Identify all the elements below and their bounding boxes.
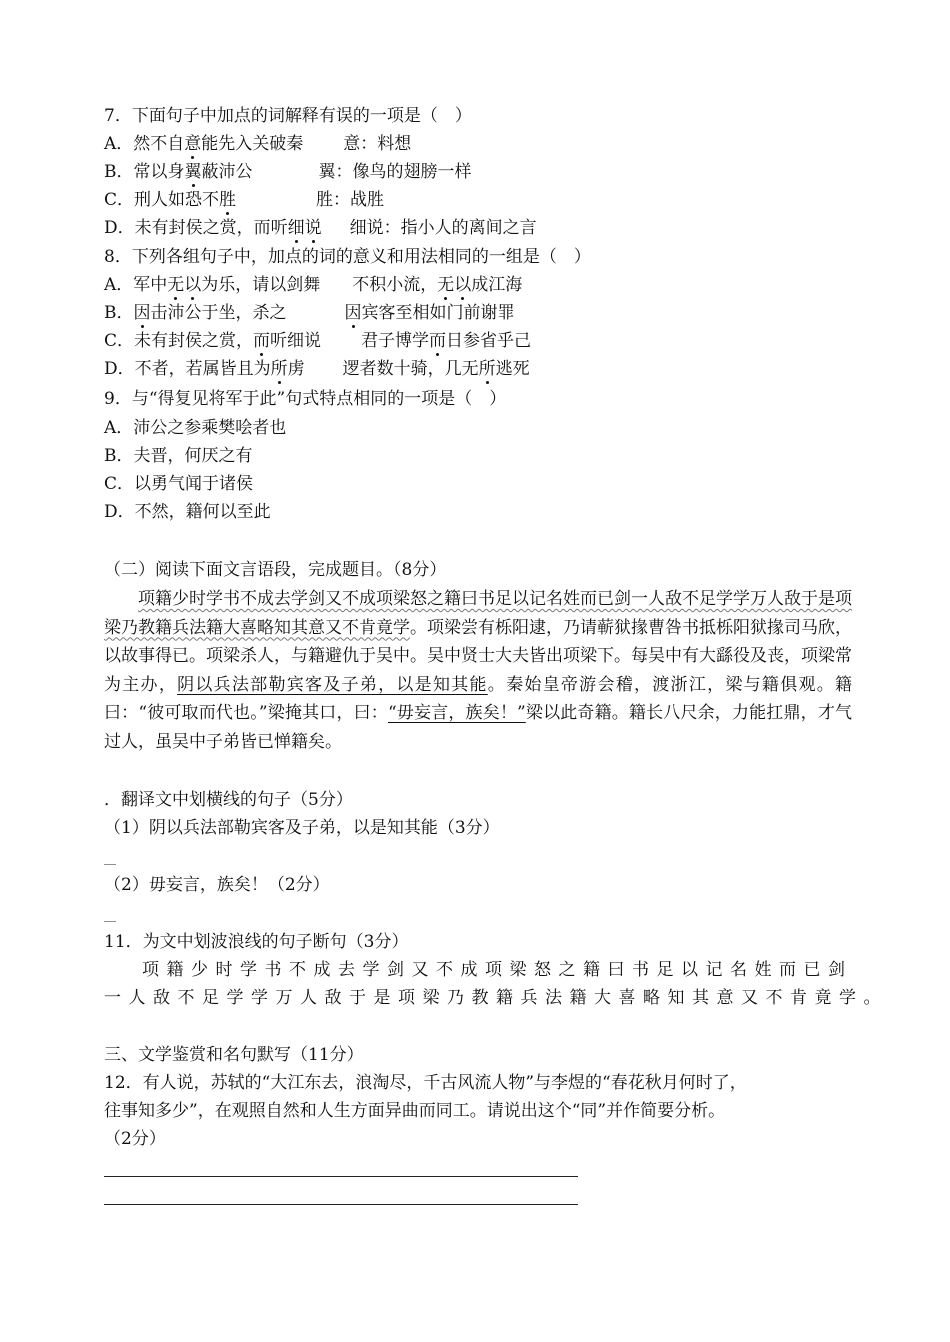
answer-line-2[interactable]	[104, 1204, 578, 1205]
q7-option-c: C．刑人如恐不胜 胜：战胜	[104, 190, 385, 210]
q10-answer-blank-1[interactable]: __	[104, 851, 116, 865]
q7-option-a: A．然不自意能先入关破秦 意：料想	[104, 134, 412, 154]
q9-option-c: C．以勇气闻于诸侯	[104, 474, 254, 494]
q9-option-b: B．夫晋，何厌之有	[104, 446, 253, 466]
answer-line-1[interactable]	[104, 1176, 578, 1177]
q12-line-2: 往事知多少”，在观照自然和人生方面异曲而同工。请说出这个“同”并作简要分析。	[104, 1101, 726, 1121]
wavy-underlined-text: 项籍少时学书不成去学剑又不成项梁怒之籍曰书足以记名姓而已剑一人敌不足学学万人敌于是项梁乃教籍兵法籍大喜略知其意又不肯竟学	[104, 589, 852, 638]
q10-stem: ．翻译文中划横线的句子（5分）	[104, 790, 353, 810]
q8-option-b: B．因击沛公于坐，杀之 因宾客至相如门前谢罪	[104, 303, 515, 323]
q12-line-3: （2分）	[104, 1129, 166, 1149]
q7-option-d: D．未有封侯之赏，而听细说 细说：指小人的离间之言	[104, 218, 537, 238]
q7-option-b: B．常以身翼蔽沛公 翼：像鸟的翅膀一样	[104, 162, 472, 182]
section2-heading: （二）阅读下面文言语段，完成题目。（8分）	[104, 560, 447, 580]
q10-answer-blank-2[interactable]: __	[104, 908, 116, 922]
q9-option-a: A．沛公之参乘樊哙者也	[104, 418, 287, 438]
q11-stem: 11．为文中划波浪线的句子断句（3分）	[104, 932, 409, 952]
classical-passage: 项籍少时学书不成去学剑又不成项梁怒之籍曰书足以记名姓而已剑一人敌不足学学万人敌于是项梁乃教籍兵法籍大喜略知其意又不肯竟学。项梁尝有栎阳逮，乃请蕲狱掾曹咎书抵栎阳狱掾司马欣，以故事得已。项梁杀人，与籍避仇于吴中。吴中贤士大夫皆出项梁下。每吴中有大繇役及丧，项梁常为主办，阴以兵法部勒宾客及子弟，以是知其能。秦始皇帝游会稽，渡浙江，梁与籍俱观。籍曰：“彼可取而代也。”梁掩其口，曰：“毋妄言，族矣！”梁以此奇籍。籍长八尺余，力能扛鼎，才气过人，虽吴中子弟皆已惮籍矣。	[104, 589, 853, 752]
q7-stem: 7．下面句子中加点的词解释有误的一项是（ ）	[104, 106, 472, 126]
q9-option-d: D．不然，籍何以至此	[104, 502, 271, 522]
q8-option-d: D．不者，若属皆且为所虏 逻者数十骑，几无所逃死	[104, 359, 530, 379]
q8-stem: 8．下列各组句子中，加点的词的意义和用法相同的一组是（ ）	[104, 247, 591, 267]
q8-option-a: A．军中无以为乐，请以剑舞 不积小流，无以成江海	[104, 275, 523, 295]
q10-sub1: （1）阴以兵法部勒宾客及子弟，以是知其能（3分）	[104, 818, 500, 838]
q11-text-line-2: 一人敌不足学学万人敌于是项梁乃教籍兵法籍大喜略知其意又不肯竟学。	[104, 988, 888, 1008]
q10-sub2: （2）毋妄言，族矣！（2分）	[104, 875, 330, 895]
q9-stem: 9．与“得复见将军于此”句式特点相同的一项是（ ）	[104, 389, 507, 409]
q8-option-c: C．未有封侯之赏，而听细说 君子博学而日参省乎己	[104, 331, 532, 351]
underlined-sentence-1: 阴以兵法部勒宾客及子弟，以是知其能	[177, 674, 488, 695]
underlined-sentence-2: “毋妄言，族矣！”	[387, 703, 526, 723]
q11-text-line-1: 项籍少时学书不成去学剑又不成项梁怒之籍曰书足以记名姓而已剑	[142, 960, 853, 980]
q12-line-1: 12．有人说，苏轼的“大江东去，浪淘尽，千古风流人物”与李煜的“春花秋月何时了，	[104, 1073, 747, 1093]
section3-heading: 三、文学鉴赏和名句默写（11分）	[104, 1045, 364, 1065]
